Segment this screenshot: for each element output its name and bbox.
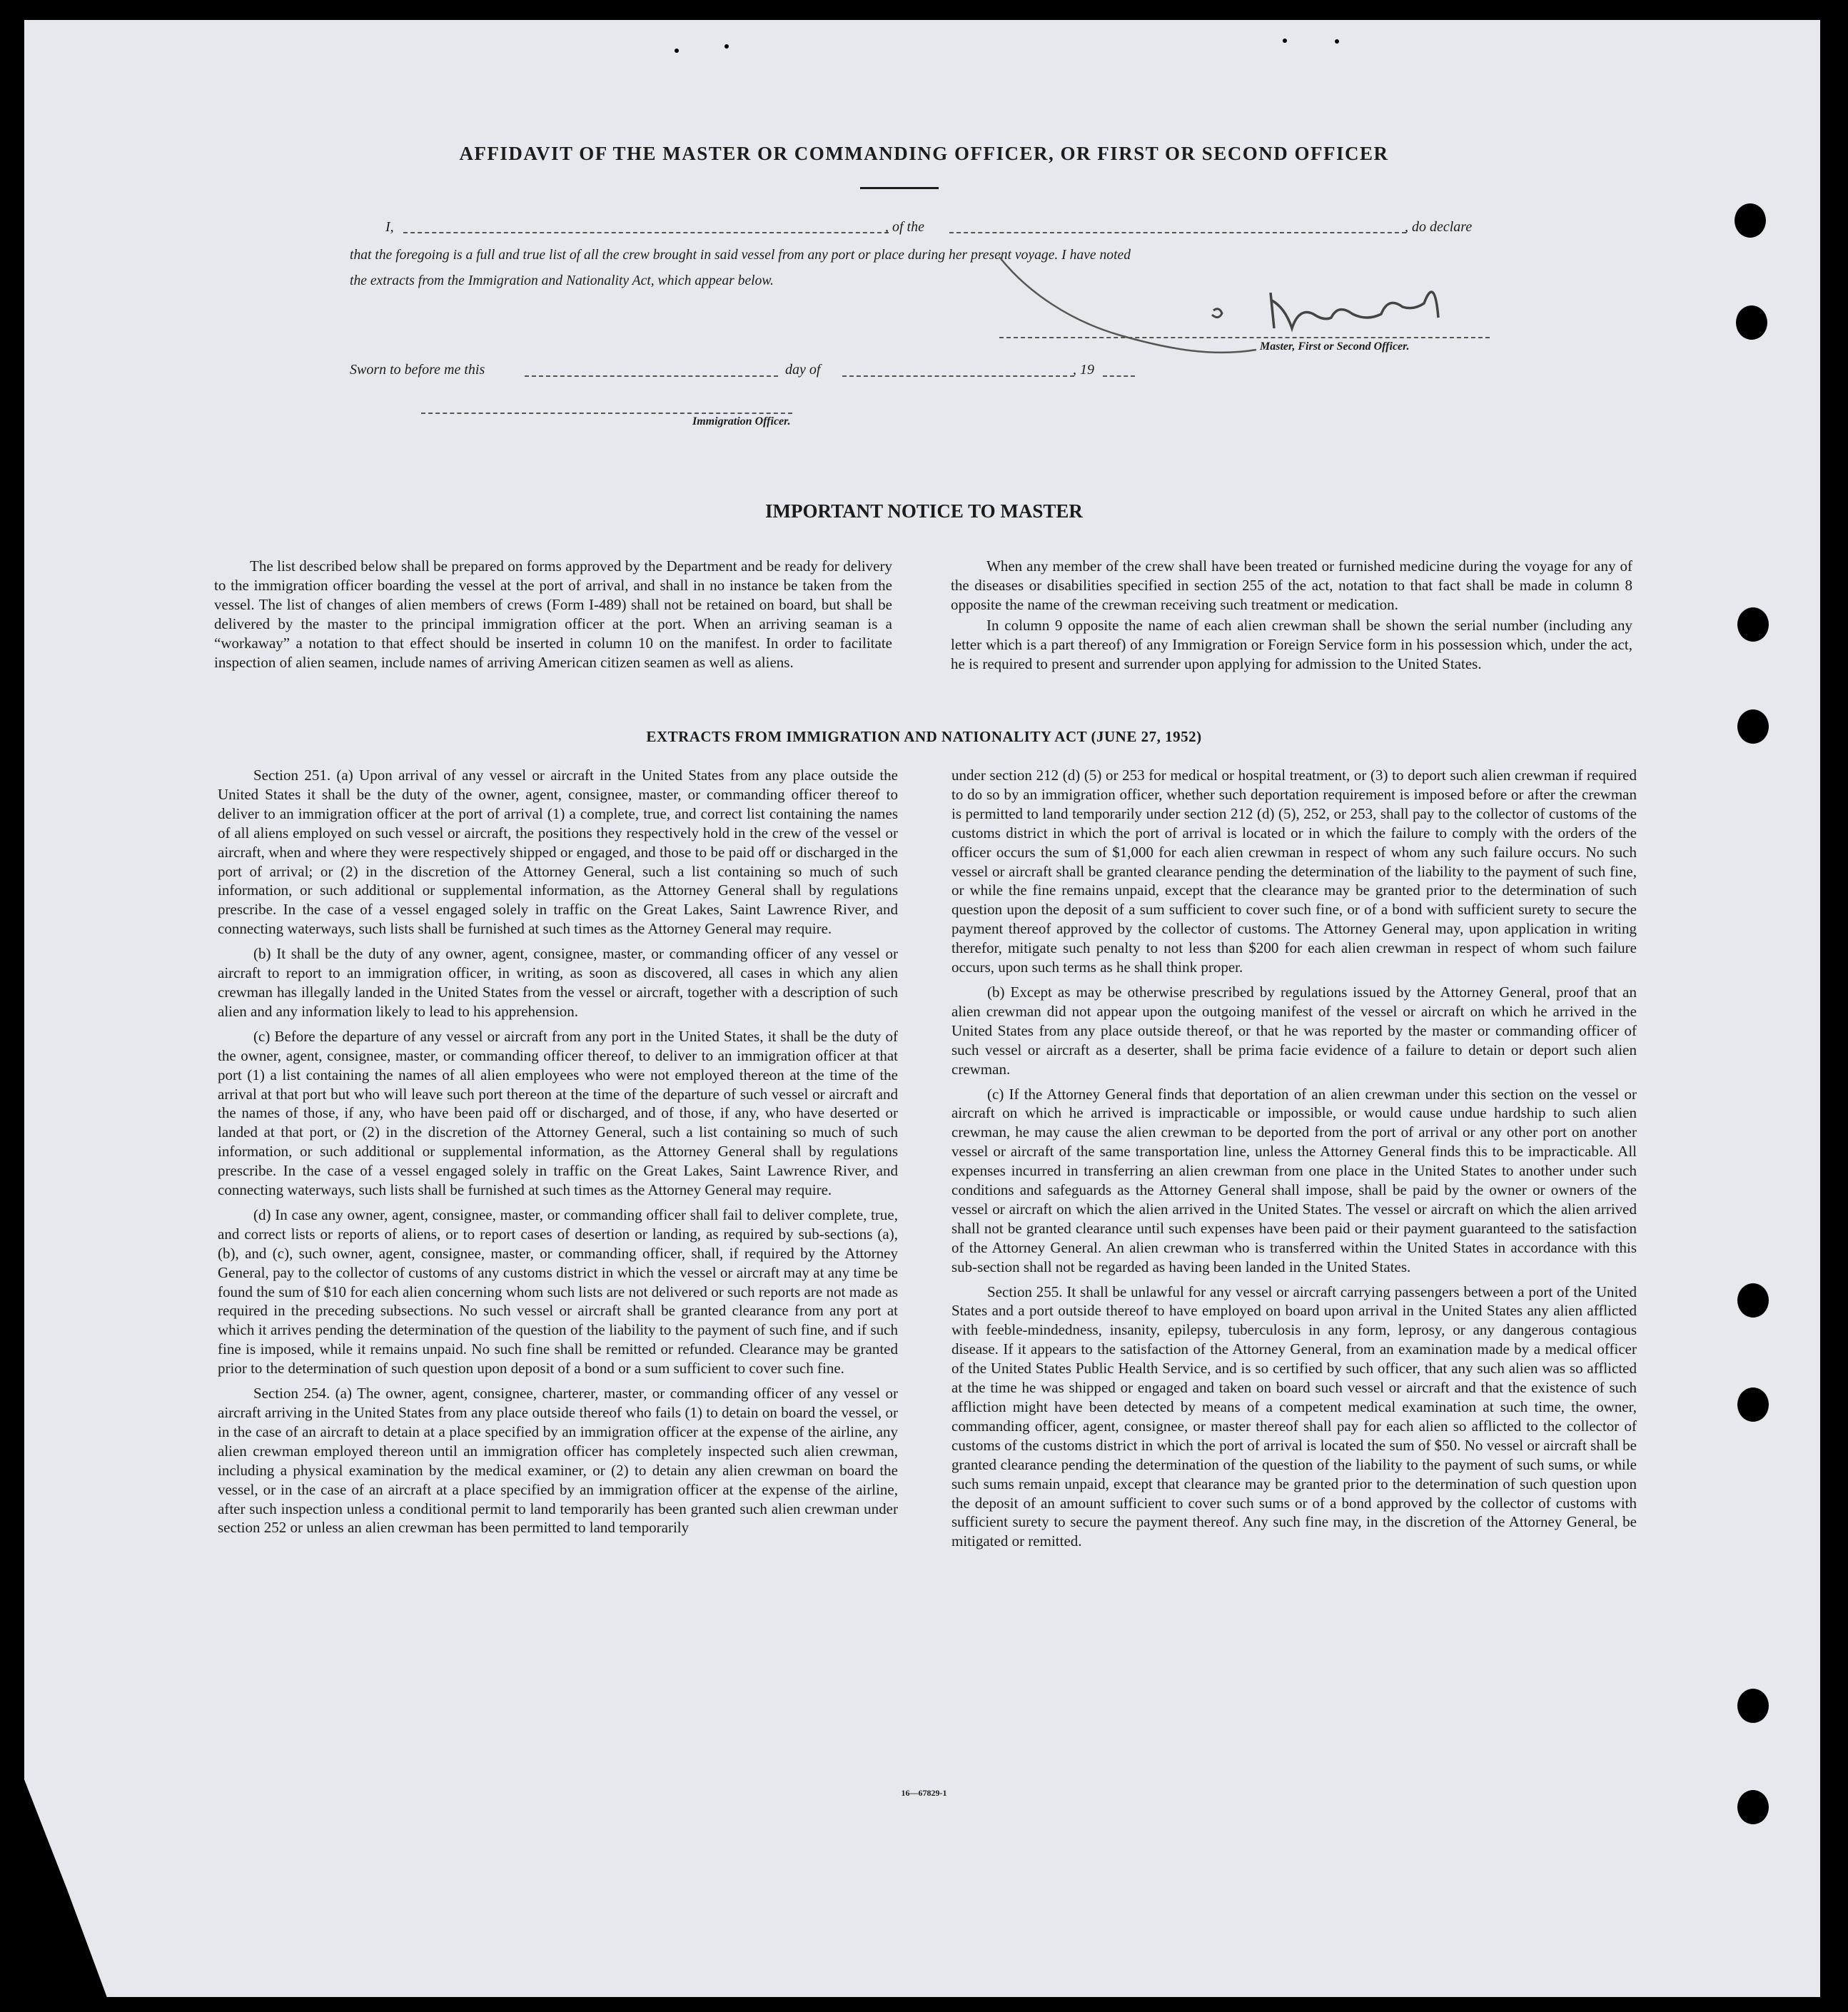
extracts-left-column (218, 766, 898, 1543)
punch-hole (1736, 305, 1767, 340)
i-label: I, (385, 219, 394, 235)
officer-caption: Immigration Officer. (692, 415, 791, 428)
punch-hole (1737, 1387, 1769, 1422)
of-the-label: , of the (885, 219, 924, 235)
section-251-a: Section 251. (a) Upon arrival of any vessel or aircraft in the United States from any place outside the United States it shall be the duty of the owner, agent, consignee, master, or commanding officer thereof to deliver to an immigration officer at the port of arrival (1) a complete, true, and correct list containing the names of all aliens employed on such vessel or aircraft, the positions they respectively hold in the crew of the vessel or aircraft, when and where they were respectively shipped or engaged, and those to be paid off or discharged in the port of arrival; or (2) in the discretion of the Attorney General, such a list containing so much of such information, or such additional or supplemental information, as the Attorney General shall by regulations prescribe. In the case of a vessel engaged solely in traffic on the Great Lakes, Saint Lawrence River, and connecting waterways, such lists shall be furnished at such times as the Attorney General may require. (218, 767, 898, 938)
year-line[interactable] (1103, 375, 1135, 377)
section-251-b: (b) It shall be the duty of any owner, agent, consignee, master, or commanding officer of any vessel or aircraft to report to an immigration officer, in writing, as soon as discovered, all cases in which any alien crewman has illegally landed in the United States from the vessel or aircraft, together with a description of such alien and any information likely to lead to his apprehension. (218, 945, 898, 1020)
speck-mark (724, 44, 729, 49)
declaration-line-1: that the foregoing is a full and true list of all the crew brought in said vessel from any port or place during her present voyage. I have noted (350, 248, 1131, 263)
punch-hole (1737, 607, 1769, 642)
affidavit-title: AFFIDAVIT OF THE MASTER OR COMMANDING OFFICER, OR FIRST OR SECOND OFFICER (459, 143, 1389, 164)
notice-heading: IMPORTANT NOTICE TO MASTER (765, 500, 1083, 522)
form-number: 16—67829-1 (901, 1788, 947, 1798)
signature-caption: Master, First or Second Officer. (1260, 340, 1410, 353)
declaration-line-2: the extracts from the Immigration and Nationality Act, which appear below. (350, 273, 774, 288)
signature (985, 250, 1485, 385)
extracts-heading: EXTRACTS FROM IMMIGRATION AND NATIONALITY ACT (JUNE 27, 1952) (646, 728, 1202, 745)
sworn-month-line[interactable] (842, 375, 1074, 377)
section-254-b: (b) Except as may be otherwise prescribed by regulations issued by the Attorney General, proof that an alien crewman did not appear upon the outgoing manifest of the vessel or aircraft on which he arrived in the United States from any place outside thereof, or that he was reported by the master or commanding officer of such vessel or aircraft as a deserter, shall be prima facie evidence of a failure to detain or deport such alien crewman. (951, 983, 1637, 1078)
section-251-c: (c) Before the departure of any vessel or aircraft from any port in the United States, it shall be the duty of the owner, agent, consignee, master, or commanding officer thereof, to deliver to an immigration officer at that port (1) a list containing the names of all alien employees who were not employed thereon at the time of the arrival at that port but who will leave such port thereon at the time of the departure of such vessel or aircraft and the names of those, if any, who have been paid off or discharged, and of those, if any, who have deserted or landed at that port, or (2) in the discretion of the Attorney General, such a list containing so much of such information, or such additional or supplemental information, as the Attorney General shall by regulations prescribe. In the case of a vessel engaged solely in traffic on the Great Lakes, Saint Lawrence River, and connecting waterways, such lists shall be furnished at such times as the Attorney General may require. (218, 1027, 898, 1199)
notice-right-paragraph-1: When any member of the crew shall have been treated or furnished medicine during the voyage for any of the diseases or disabilities specified in section 255 of the act, notation to that fact shall be made in column 8 opposite the name of the crewman receiving such treatment or medication. (951, 557, 1632, 613)
day-of-label: day of (785, 362, 821, 378)
name-line[interactable] (403, 232, 889, 233)
do-declare-label: , do declare (1405, 219, 1473, 235)
punch-hole (1737, 1283, 1769, 1318)
speck-mark (1335, 39, 1339, 44)
speck-mark (1283, 39, 1287, 43)
section-254-a: Section 254. (a) The owner, agent, consignee, charterer, master, or commanding officer of any vessel or aircraft arriving in the United States from any place outside thereof who fails (1) to detain on board the vessel, or in the case of an aircraft to detain at a place specified by an immigration officer at the expense of the airline, any alien crewman employed thereon until an immigration officer has completely inspected such alien crewman, including a physical examination by the medical examiner, or (2) to detain any alien crewman on board the vessel, or in the case of an aircraft at a place specified by an immigration officer at the expense of the airline, after such inspection unless a conditional permit to land temporarily has been granted such alien crewman under section 252 or unless an alien crewman has been permitted to land temporarily (218, 1385, 898, 1537)
year-label: , 19 (1073, 362, 1094, 378)
officer-line[interactable] (421, 413, 792, 414)
speck-mark (675, 49, 679, 53)
sworn-day-line[interactable] (525, 375, 778, 377)
signature-line[interactable] (999, 337, 1490, 338)
notice-right-paragraph-2: In column 9 opposite the name of each alien crewman shall be shown the serial number (including any letter which is a part thereof) of any Immigration or Foreign Service form in his possession which, under the act, he is required to present and surrender upon applying for admission to the United States. (951, 616, 1632, 672)
notice-right-column (951, 557, 1632, 679)
punch-hole (1735, 203, 1766, 238)
section-254-a-continued: under section 212 (d) (5) or 253 for medical or hospital treatment, or (3) to deport such alien crewman if required to do so by an immigration officer, whether such deportation requirement is imposed before or after the crewman is permitted to land temporarily under section 212 (d) (5), 252, or 253, shall pay to the collector of customs of the customs district in which the port of arrival is located or in which the failure to comply with the orders of the officer occurs the sum of $1,000 for each alien crewman in respect of whom any such failure occurs. No such vessel or aircraft shall be granted clearance pending the determination of the liability to the payment of such fine, or while the fine remains unpaid, except that the clearance may be granted prior to the determination of such question upon the deposit of a sum sufficient to cover such fine, or of a bond with sufficient surety to secure the payment thereof approved by the collector of customs. The Attorney General may, upon application in writing therefor, mitigate such penalty to not less than $200 for each alien crewman in respect of whom such failure occurs, upon such terms as he shall think proper. (951, 767, 1637, 976)
section-254-c: (c) If the Attorney General finds that deportation of an alien crewman under this section on the vessel or aircraft on which he arrived is impracticable or impossible, or would cause undue hardship to such alien crewman, he may cause the alien crewman to be deported from the port of arrival or any other port on another vessel or aircraft of the same transportation line, unless the Attorney General finds this to be impracticable. All expenses incurred in transferring an alien crewman from one place in the United States to another under such conditions and safeguards as the Attorney General shall impose, shall be paid by the owner or owners of the vessel or aircraft on which the alien arrived in the United States. The vessel or aircraft on which the alien arrived shall not be granted clearance until such expenses have been paid or their payment guaranteed to the satisfaction of the Attorney General. An alien crewman who is transferred within the United States in accordance with this sub-section shall not be regarded as having been landed in the United States. (951, 1085, 1637, 1275)
notice-left-column (214, 557, 892, 677)
section-255: Section 255. It shall be unlawful for any vessel or aircraft carrying passengers between a port of the United States and a port outside thereof to have employed on board upon arrival in the United States any alien afflicted with feeble-mindedness, insanity, epilepsy, tuberculosis in any form, leprosy, or any dangerous contagious disease. If it appears to the satisfaction of the Attorney General, from an examination made by a medical officer of the United States Public Health Service, and is so certified by such officer, that any such alien was so afflicted at the time he was shipped or engaged and taken on board such vessel or aircraft and that the existence of such affliction might have been detected by means of a competent medical examination at such time, the owner, commanding officer, agent, consignee, or master thereof shall pay for each alien so afflicted to the collector of customs of the customs district in which the port of arrival is located the sum of $50. No vessel or aircraft shall be granted clearance pending the determination of the question of the liability to the payment of such sums, or while such sums remain unpaid, except that clearance may be granted prior to the determination of such question upon the deposit of an amount sufficient to cover such sums or of a bond approved by the collector of customs with sufficient surety to secure the payment thereof. Any such fine may, in the discretion of the Attorney General, be mitigated or remitted. (951, 1283, 1637, 1550)
title-rule (860, 187, 939, 189)
section-251-d: (d) In case any owner, agent, consignee, master, or commanding officer shall fail to deliver complete, true, and correct lists or reports of aliens, or to report cases of desertion or landing, as required by sub-sections (a), (b), and (c), such owner, agent, consignee, master, or commanding officer, shall, if required by the Attorney General, pay to the collector of customs of any customs district in which the vessel or aircraft may at any time be found the sum of $10 for each alien concerning whom such lists are not delivered or such reports are not made as required in the preceding subsections. No such vessel or aircraft shall be granted clearance from any port at which it arrives pending the determination of the question of the liability to the payment of such fine, and if such fine is imposed, while it remains unpaid. No such fine shall be remitted or refunded. Clearance may be granted prior to the determination of such question upon deposit of a bond or a sum sufficient to cover such fine. (218, 1205, 898, 1377)
vessel-line[interactable] (949, 232, 1406, 233)
extracts-right-column (951, 766, 1637, 1557)
punch-hole (1737, 1689, 1769, 1723)
sworn-label: Sworn to before me this (350, 362, 485, 378)
notice-left-paragraph: The list described below shall be prepared on forms approved by the Department and be ready for delivery to the immigration officer boarding the vessel at the port of arrival, and shall in no instance be taken from the vessel. The list of changes of alien members of crews (Form I-489) shall not be retained on board, but shall be delivered by the master to the principal immigration officer at the port. When an arriving seaman is a “workaway” a notation to that effect should be inserted in column 10 on the manifest. In order to facilitate inspection of alien seamen, include names of arriving American citizen seamen as well as aliens. (214, 557, 892, 671)
